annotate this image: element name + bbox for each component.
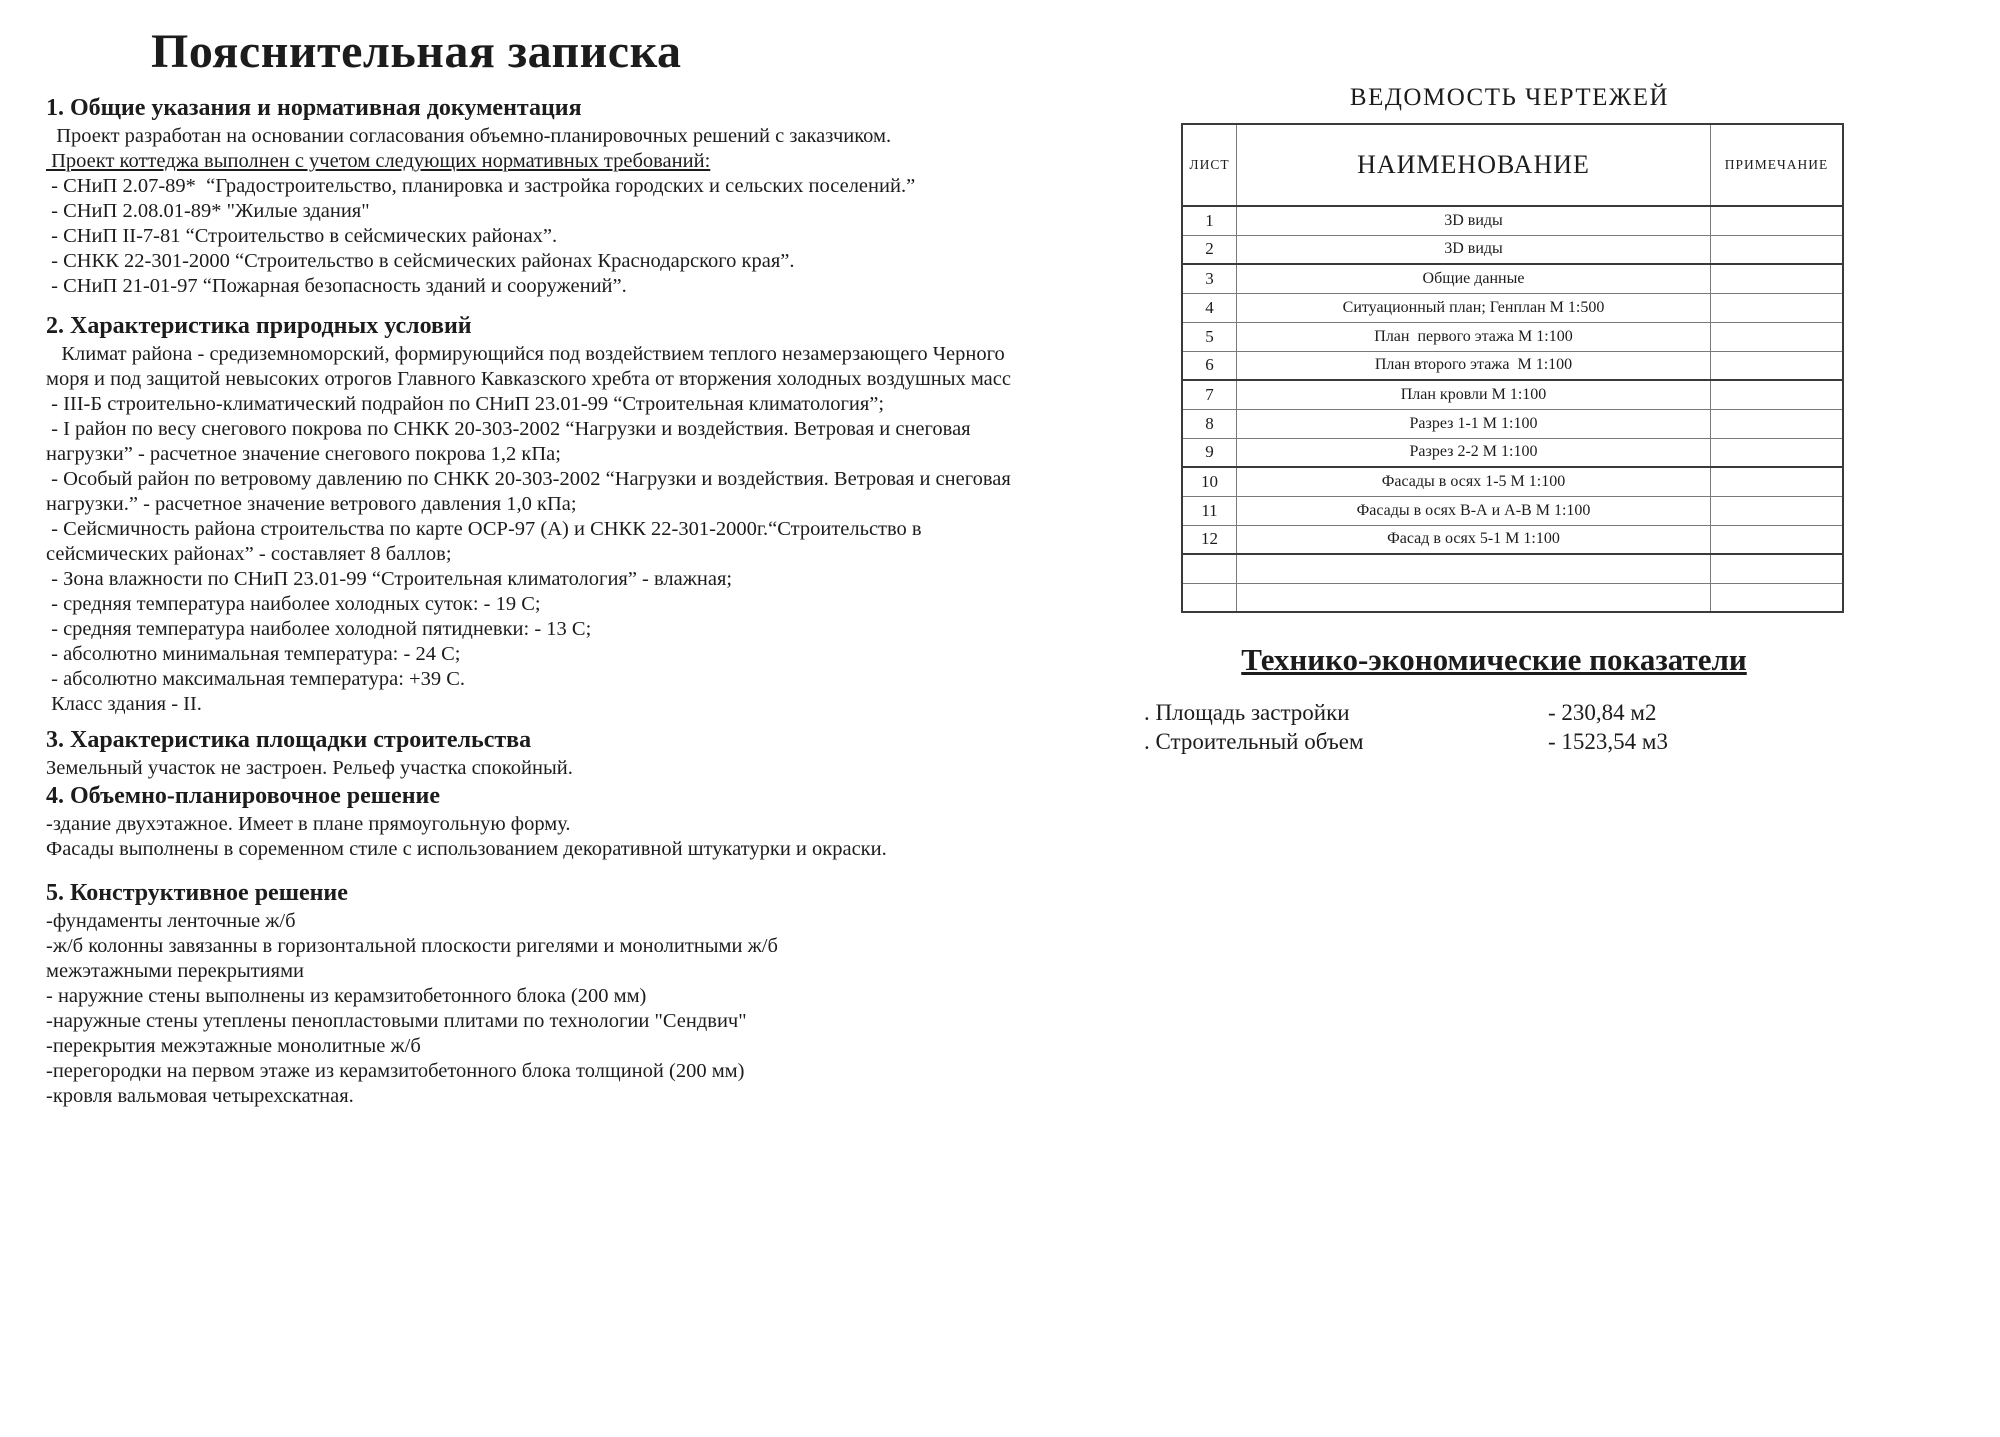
cell-sheet: 3 (1182, 264, 1237, 293)
cell-note (1711, 409, 1844, 438)
table-row (1182, 206, 1843, 235)
indicator-value: - 1523,54 м3 (1548, 729, 1668, 754)
text-line: Фасады выполнены в соременном стиле с использованием декоративной штукатурки и окраски. (46, 838, 887, 860)
section-heading: 5. Конструктивное решение (46, 880, 348, 906)
text-line: - СНиП 2.07-89* “Градостроительство, планировка и застройка городских и сельских поселений.” (46, 175, 916, 197)
table-row (1182, 380, 1843, 409)
table-row (1182, 554, 1843, 583)
text-line: - Сейсмичность района строительства по карте ОСР-97 (А) и СНКК 22-301-2000г.“Строительство в (46, 518, 922, 540)
cell-name: Разрез 1-1 М 1:100 (1237, 409, 1711, 438)
text-line: -перекрытия межэтажные монолитные ж/б (46, 1035, 421, 1057)
cell-note (1711, 583, 1844, 612)
text-section (46, 725, 1121, 781)
cell-name: Общие данные (1237, 264, 1711, 293)
table-row (1182, 322, 1843, 351)
text-line: -наружные стены утеплены пенопластовыми плитами по технологии "Сендвич" (46, 1010, 747, 1032)
table-row (1182, 235, 1843, 264)
cell-sheet (1182, 583, 1237, 612)
text-line: - средняя температура наиболее холодной пятидневки: - 13 С; (46, 618, 592, 640)
cell-sheet: 5 (1182, 322, 1237, 351)
cell-note (1711, 525, 1844, 554)
text-line: - СНиП 21-01-97 “Пожарная безопасность зданий и сооружений”. (46, 275, 627, 297)
text-line: - СНКК 22-301-2000 “Строительство в сейсмических районах Краснодарского края”. (46, 250, 795, 272)
section-lines (46, 812, 1121, 862)
table-row (1182, 496, 1843, 525)
indicator-items (1144, 698, 1844, 756)
drawings-register-table (1181, 123, 1844, 613)
cell-name: План первого этажа М 1:100 (1237, 322, 1711, 351)
text-line: сейсмических районах” - составляет 8 баллов; (46, 543, 452, 565)
section-lines (46, 342, 1121, 717)
text-line: нагрузки” - расчетное значение снегового покрова 1,2 кПа; (46, 443, 561, 465)
text-line: -перегородки на первом этаже из керамзитобетонного блока толщиной (200 мм) (46, 1060, 745, 1082)
cell-note (1711, 496, 1844, 525)
text-line: -ж/б колонны завязанны в горизонтальной плоскости ригелями и монолитными ж/б (46, 935, 778, 957)
text-line: Проект коттеджа выполнен с учетом следующих нормативных требований: (46, 150, 711, 172)
page-title: Пояснительная записка (151, 25, 682, 78)
table-row (1182, 264, 1843, 293)
text-section (46, 93, 1121, 299)
text-section (46, 781, 1121, 862)
section-lines (46, 909, 1121, 1109)
indicator-value: - 230,84 м2 (1548, 700, 1657, 725)
drawings-register-header (1182, 124, 1843, 206)
cell-name: Фасады в осях В-А и А-В М 1:100 (1237, 496, 1711, 525)
text-line: Проект разработан на основании согласования объемно-планировочных решений с заказчиком. (46, 125, 892, 147)
explanatory-note-column (46, 24, 1121, 1109)
cell-name: План кровли М 1:100 (1237, 380, 1711, 409)
text-section (46, 311, 1121, 717)
indicator-item (1144, 727, 1844, 756)
text-line: межэтажными перекрытиями (46, 960, 305, 982)
text-line: -кровля вальмовая четырехскатная. (46, 1085, 354, 1107)
cell-name: 3D виды (1237, 206, 1711, 235)
text-line: - СНиП II-7-81 “Строительство в сейсмических районах”. (46, 225, 558, 247)
table-row (1182, 409, 1843, 438)
text-line: - Зона влажности по СНиП 23.01-99 “Строительная климатология” - влажная; (46, 568, 733, 590)
indicators-title: Технико-экономические показатели (1241, 642, 1747, 677)
text-line: - наружние стены выполнены из керамзитобетонного блока (200 мм) (46, 985, 647, 1007)
cell-name: Ситуационный план; Генплан М 1:500 (1237, 293, 1711, 322)
cell-sheet: 1 (1182, 206, 1237, 235)
cell-note (1711, 380, 1844, 409)
cell-note (1711, 235, 1844, 264)
cell-name: Разрез 2-2 М 1:100 (1237, 438, 1711, 467)
table-row (1182, 351, 1843, 380)
cell-sheet: 4 (1182, 293, 1237, 322)
cell-sheet: 10 (1182, 467, 1237, 496)
cell-note (1711, 438, 1844, 467)
text-line: Земельный участок не застроен. Рельеф участка спокойный. (46, 757, 573, 779)
section-lines (46, 124, 1121, 299)
col-header-note: ПРИМЕЧАНИЕ (1711, 124, 1844, 206)
table-row (1182, 583, 1843, 612)
col-header-sheet: ЛИСТ (1182, 124, 1237, 206)
table-row (1182, 438, 1843, 467)
text-section (46, 878, 1121, 1109)
text-line: - абсолютно минимальная температура: - 24 С; (46, 643, 461, 665)
cell-name (1237, 554, 1711, 583)
text-line: -фундаменты ленточные ж/б (46, 910, 296, 932)
cell-note (1711, 293, 1844, 322)
table-row (1182, 525, 1843, 554)
cell-name (1237, 583, 1711, 612)
text-line: Класс здания - II. (46, 693, 202, 715)
section-heading: 1. Общие указания и нормативная документация (46, 95, 582, 121)
table-row (1182, 467, 1843, 496)
cell-name: Фасад в осях 5-1 М 1:100 (1237, 525, 1711, 554)
text-line: - I район по весу снегового покрова по СНКК 20-303-2002 “Нагрузки и воздействия. Ветровая и снеговая (46, 418, 971, 440)
drawings-register-title: ВЕДОМОСТЬ ЧЕРТЕЖЕЙ (1349, 84, 1670, 111)
cell-sheet: 11 (1182, 496, 1237, 525)
cell-note (1711, 467, 1844, 496)
cell-note (1711, 264, 1844, 293)
text-line: Климат района - средиземноморский, формирующийся под воздействием теплого незамерзающего Черного (46, 343, 1005, 365)
indicator-label: . Строительный объем (1144, 729, 1364, 754)
cell-note (1711, 322, 1844, 351)
drawings-register-body (1182, 206, 1843, 612)
header-row (1182, 124, 1843, 206)
cell-sheet: 7 (1182, 380, 1237, 409)
text-line: - средняя температура наиболее холодных суток: - 19 С; (46, 593, 541, 615)
cell-note (1711, 351, 1844, 380)
section-heading: 4. Объемно-планировочное решение (46, 783, 440, 809)
section-heading: 3. Характеристика площадки строительства (46, 727, 532, 753)
cell-name: 3D виды (1237, 235, 1711, 264)
text-line: моря и под защитой невысоких отрогов Главного Кавказского хребта от вторжения холодных воздушных масс (46, 368, 1011, 390)
sections-container (46, 93, 1121, 1109)
cell-sheet: 9 (1182, 438, 1237, 467)
cell-note (1711, 206, 1844, 235)
table-row (1182, 293, 1843, 322)
section-lines (46, 756, 1121, 781)
text-line: нагрузки.” - расчетное значение ветрового давления 1,0 кПа; (46, 493, 577, 515)
indicator-label: . Площадь застройки (1144, 700, 1350, 725)
cell-sheet: 12 (1182, 525, 1237, 554)
text-line: - СНиП 2.08.01-89* "Жилые здания" (46, 200, 370, 222)
col-header-name: НАИМЕНОВАНИЕ (1237, 124, 1711, 206)
cell-sheet: 8 (1182, 409, 1237, 438)
text-line: -здание двухэтажное. Имеет в плане прямоугольную форму. (46, 813, 571, 835)
indicators-block (1144, 642, 1844, 756)
cell-note (1711, 554, 1844, 583)
indicator-item (1144, 698, 1844, 727)
text-line: - Особый район по ветровому давлению по СНКК 20-303-2002 “Нагрузки и воздействия. Ветровая и снеговая (46, 468, 1011, 490)
section-heading: 2. Характеристика природных условий (46, 313, 472, 339)
cell-sheet: 6 (1182, 351, 1237, 380)
cell-name: Фасады в осях 1-5 М 1:100 (1237, 467, 1711, 496)
cell-name: План второго этажа М 1:100 (1237, 351, 1711, 380)
cell-sheet (1182, 554, 1237, 583)
text-line: - III-Б строительно-климатический подрайон по СНиП 23.01-99 “Строительная климатология”; (46, 393, 885, 415)
text-line: - абсолютно максимальная температура: +39 С. (46, 668, 466, 690)
cell-sheet: 2 (1182, 235, 1237, 264)
